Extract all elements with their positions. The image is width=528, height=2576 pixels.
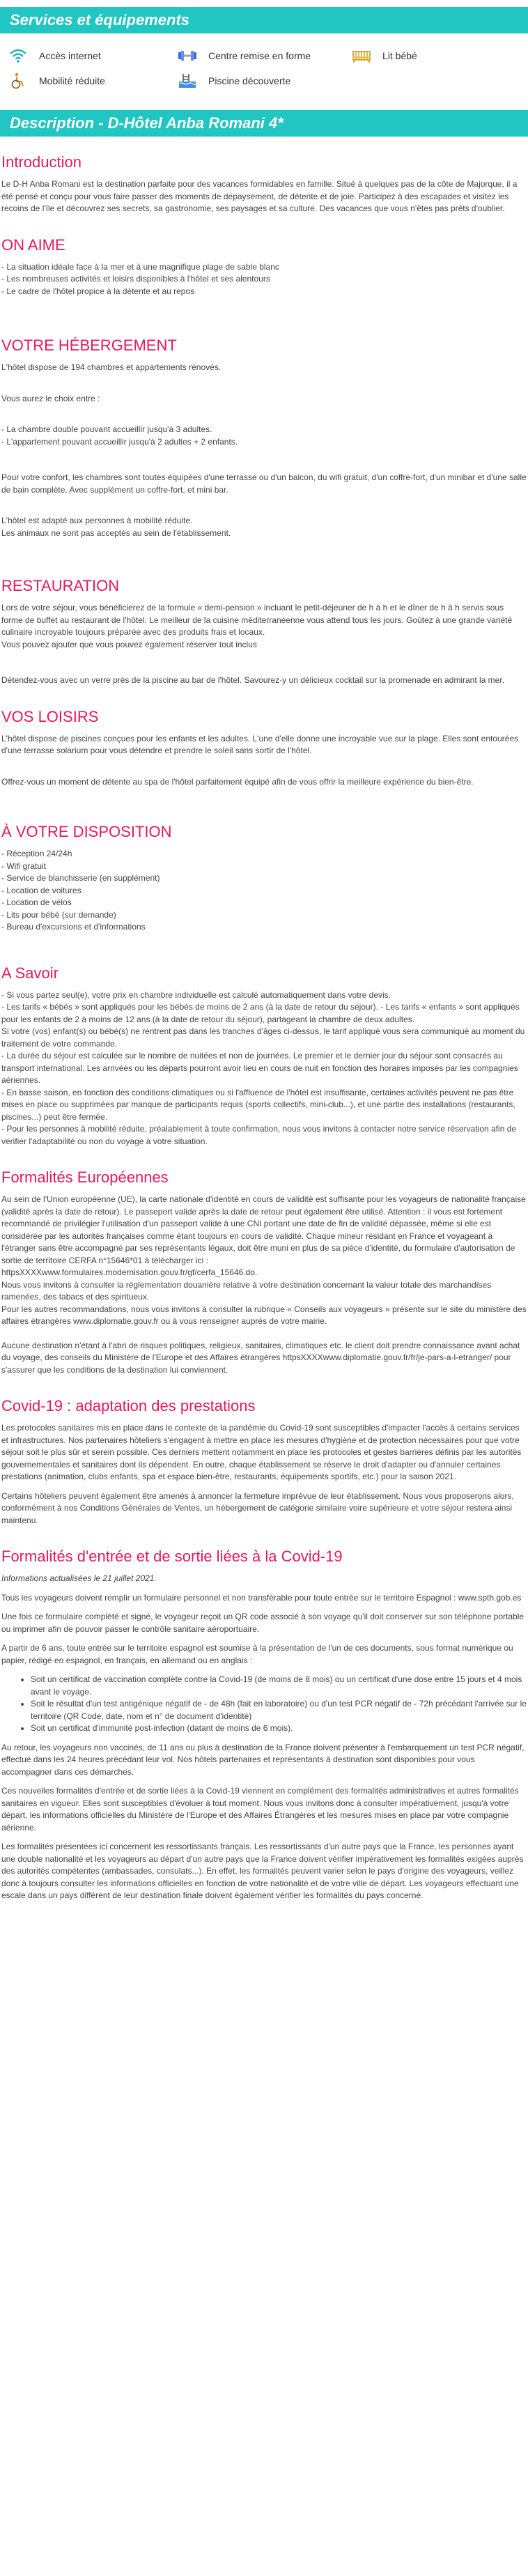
- services-banner: Services et équipements: [0, 7, 528, 33]
- section-title-loisirs: VOS LOISIRS: [1, 707, 99, 725]
- list-item: - Réception 24/24h: [1, 849, 72, 858]
- paragraph: A partir de 6 ans, toute entrée sur le territoire espagnol est soumise à la présentation de l'un de ces documents, sous format numérique ou papier, rédigé en espagnol, en français, en allemand ou en anglais :: [1, 1643, 513, 1665]
- paragraph: Le D-H Anba Romani est la destination parfaite pour des vacances formidables en famille. Situé à quelques pas de la côte de Majorque, il a été pensé et conçu pour vous faire passer des moments de dépaysement, de détente et de joie. Participez à des escapades et visitez les recoins de l'île et découvrez ses secrets, sa gastronomie, ses paysages et sa culture. Des vacances que vous n'êtes pas prêts d'oublier.: [1, 179, 518, 213]
- paragraph: L'hôtel dispose de 194 chambres et appartements rénovés.: [1, 362, 222, 372]
- list-item: Si votre (vos) enfant(s) ou bébé(s) ne rentrent pas dans les tranches d'âges ci-dessus, le tarif appliqué vous sera communiqué au moment du traitement de votre commande.: [1, 1026, 525, 1049]
- room-types: [1, 424, 527, 448]
- amenities-row: [0, 68, 528, 93]
- on-aime-list: [1, 261, 527, 298]
- amenity-label: Lit bébé: [382, 50, 417, 61]
- paragraph: Au sein de l'Union européenne (UE), la carte nationale d'identité en cours de validité est suffisante pour les voyageurs de nationalité française (validité après la date de retour). Le passeport valide après la date de retour peut également être utilisé. Attention : il vous est fortement recommandé de privilégier l'utilisation d'un passeport valide à une CNI portant une date de fin de validité dépassée, même si elle est considérée par les autorités françaises comme étant toujours en cours de validité. Chaque mineur résidant en France et voyageant à l'étranger sans être accompagné par ses représentants légaux, doit être muni en plus de sa pièce d'identité, du formulaire d'autorisation de sortie de territoire CERFA n°15646*01 à télécharger ici :: [1, 1194, 526, 1265]
- paragraph: Tous les voyageurs doivent remplir un formulaire personnel et non transférable pour toute entrée sur le territoire Espagnol : www.spth.gob.es: [1, 1592, 522, 1603]
- amenity-fitness: [178, 47, 352, 64]
- paragraph: L'hôtel dispose de piscines conçues pour les enfants et les adultes. L'une d'elle donne une incroyable vue sur la plage. Elles sont entourées d'une terrasse solarium pour vous détendre et prendre le soleil sans sortir de l'hôtel.: [1, 733, 519, 755]
- paragraph: Offrez-vous un moment de détente au spa de l'hôtel parfaitement équipé afin de vous offrir la meilleure expérience du bien-être.: [1, 776, 474, 787]
- list-item: • Soit le résultat d'un test antigénique négatif de - de 48h (fait en laboratoire) ou d'un test PCR négatif de - 72h précédant l'arrivée sur le territoire (QR Code, date, nom et n° de document d'identité): [31, 1698, 527, 1722]
- paragraph: Lors de votre séjour, vous bénéficierez de la formule « demi-pension » incluant le petit-déjeuner de h à h et le dîner de h à h servis sous forme de buffet au restaurant de l'hôtel. Le meilleur de la cuisine méditerranéenne vous attend tous les jours. Goûtez à une grande variété culinaire incroyable toujours préparée avec des produits frais et locaux.: [1, 603, 513, 637]
- list-item: - L'appartement pouvant accueillir jusqu'à 2 adultes + 2 enfants.: [1, 436, 238, 447]
- paragraph: Pour les autres recommandations, nous vous invitons à consulter la rubrique « Conseils aux voyageurs » présente sur le site du ministère des affaires étrangères www.diplomatie.gouv.fr ou à vous renseigner auprès de votre mairie.: [1, 1304, 527, 1326]
- list-item: - Location de vélos: [1, 897, 72, 907]
- covid-documents-list: [1, 1674, 527, 1735]
- formalites-eu-text: [1, 1194, 527, 1328]
- list-item: - Bureau d'excursions et d'informations: [1, 922, 146, 932]
- update-date: Informations actualisées le 21 juillet 2021.: [1, 1573, 157, 1583]
- amenities-list: [0, 33, 528, 100]
- amenity-label: Mobilité réduite: [39, 75, 105, 86]
- list-item: - Lits pour bébé (sur demande): [1, 909, 116, 920]
- hotel-notes: [1, 515, 527, 539]
- list-item: - Pour les personnes à mobilité réduite, préalablement à toute confirmation, nous vous invitons à contacter notre service réservation afin de vérifier l'adaptabilité ou non du voyage à votre situation.: [1, 1124, 517, 1146]
- link-text[interactable]: httpsXXXXwww.formulaires.modernisation.gouv.fr/gf/cerfa_15646.do.: [1, 1267, 258, 1277]
- list-item: - La situation idéale face à la mer et à une magnifique plage de sable blanc: [1, 261, 279, 272]
- wheelchair-icon: [8, 72, 28, 89]
- list-item: - Location de voitures: [1, 885, 81, 895]
- list-item: - Les tarifs « bébés » sont appliqués pour les bébés de moins de 2 ans (à la date de retour du séjour). - Les tarifs « enfants » sont appliqués pour les enfants de 2 à moins de 12 ans (à la date de retour du séjour), partageant la chambre de deux adultes.: [1, 1002, 520, 1024]
- paragraph: Nous vous invitons à consulter la réglementation douanière relative à votre destination concernant la valeur totale des marchandises ramenées, des tabacs et des spiritueux.: [1, 1279, 492, 1302]
- list-item: - Les nombreuses activités et loisirs disponibles à l'hôtel et ses alentours: [1, 274, 270, 284]
- disposition-list: [1, 848, 527, 934]
- wifi-icon: [8, 47, 28, 64]
- paragraph: Les formalités présentées ici concernent les ressortissants français. Les ressortissants d'un autre pays que la France, les personnes ayant une double nationalité et les voyageurs au départ d'un autre pays que la France doivent vérifier impérativement les formalités exigées auprès des autorités compétentes (ambassades, consulats...). En effet, les formalités peuvent varier selon le pays d'origine des voyageurs, veillez donc à toujours consulter les informations officielles en fonction de votre nationalité et de votre ville de départ. Les voyageurs effectuant une escale dans un pays différent de leur destination finale doivent également vérifier les formalités du pays concerné.: [1, 1842, 524, 1900]
- list-item: • Soit un certificat d'immunité post-infection (datant de moins de 6 mois).: [31, 1722, 527, 1735]
- section-title-restauration: RESTAURATION: [1, 577, 120, 594]
- paragraph: Certains hôteliers peuvent également être amenés à annoncer la fermeture imprévue de leur établissement. Nous vous proposerons alors, conformément à nos Conditions Générales de Ventes, un hébergement de catégorie similaire voire supérieure et votre séjour restera ainsi maintenu.: [1, 1490, 514, 1525]
- list-item: Les animaux ne sont pas acceptés au sein de l'établissement.: [1, 527, 231, 538]
- paragraph: Détendez-vous avec un verre près de la piscine au bar de l'hôtel. Savourez-y un délicieux cocktail sur la promenade en admirant la mer.: [1, 675, 505, 685]
- list-item: - En basse saison, en fonction des conditions climatiques ou si l'affluence de l'hôtel est insuffisante, certaines activités peuvent ne pas être mises en place ou supprimées par manque de participants requis (sports collectifs, mini-club...), et une partie des installations (restaurants, piscines...) peut être fermée.: [1, 1087, 515, 1122]
- list-item: - Service de blanchisserie (en supplément): [1, 873, 160, 883]
- list-item: - La chambre double pouvant accueillir jusqu'à 3 adultes.: [1, 424, 212, 434]
- section-title-covid-formalites: Formalités d'entrée et de sortie liées à la Covid-19: [1, 1548, 343, 1565]
- section-title-on-aime: ON AIME: [1, 236, 65, 254]
- amenity-label: Piscine découverte: [208, 75, 291, 86]
- paragraph: Au retour, les voyageurs non vaccinés, de 11 ans ou plus à destination de la France doivent présenter à l'embarquement un test PCR négatif, effectué dans les 24 heures précédant leur vol. Nos hôtels partenaires et représentants à destination sont disponibles pour vous accompagner dans ces démarches.: [1, 1742, 525, 1777]
- section-title-covid-prestations: Covid-19 : adaptation des prestations: [1, 1397, 256, 1414]
- paragraph: Pour votre confort, les chambres sont toutes équipées d'une terrasse ou d'un balcon, du wifi gratuit, d'un coffre-fort, d'un minibar et d'une salle de bain complète. Avec supplément un coffre-fort, et mini bar.: [1, 472, 527, 495]
- amenity-accessibility: [0, 72, 178, 89]
- restauration-text: [1, 602, 527, 651]
- list-item: - Le cadre de l'hôtel propice à la détente et au repos: [1, 286, 195, 296]
- amenity-internet: [0, 47, 178, 64]
- section-title-introduction: Introduction: [1, 153, 81, 171]
- paragraph: Ces nouvelles formalités d'entrée et de sortie liées à la Covid-19 viennent en complément des formalités administratives et autres formalités sanitaires en vigueur. Elles sont susceptibles d'évoluer à tout moment. Nous vous invitons donc à consulter impérativement, jusqu'à votre départ, les informations officielles du Ministère de l'Europe et des Affaires Étrangères et les mesures mises en place par votre compagnie aérienne.: [1, 1786, 519, 1833]
- section-title-savoir: A Savoir: [1, 964, 59, 982]
- savoir-list: [1, 989, 527, 1148]
- list-item: L'hôtel est adapté aux personnes à mobilité réduite.: [1, 516, 193, 525]
- pool-icon: [178, 72, 197, 89]
- amenity-label: Centre remise en forme: [208, 50, 311, 61]
- amenity-crib: [352, 47, 519, 64]
- amenity-label: Accès internet: [39, 50, 101, 61]
- section-title-hebergement: VOTRE HÉBERGEMENT: [1, 337, 177, 354]
- paragraph: Vous pouvez ajouter que vous pouvez également réserver tout inclus: [1, 639, 257, 649]
- crib-icon: [352, 47, 371, 64]
- list-item: - Wifi gratuit: [1, 861, 47, 871]
- amenities-row: [0, 43, 528, 68]
- list-item: • Soit un certificat de vaccination complète contre la Covid-19 (de moins de 8 mois) ou un certificat d'une dose entre 15 jours et 4 mois avant le voyage.: [31, 1674, 527, 1698]
- amenity-pool: [178, 72, 352, 89]
- list-item: - Si vous partez seul(e), votre prix en chambre individuelle est calculé automatiquement dans votre devis.: [1, 989, 391, 1000]
- description-content: [0, 153, 528, 1902]
- dumbbell-icon: [178, 47, 197, 64]
- paragraph: Vous aurez le choix entre :: [1, 393, 100, 403]
- paragraph: Aucune destination n'étant à l'abri de risques politiques, religieux, sanitaires, climatiques etc. le client doit prendre connaissance avant achat du voyage, des conseils du Ministère de l'Europe et des Affaires étrangères httpsXXXXwww.diplomatie.gouv.fr/fr/je-pars-a-l-etranger/ pour s'assurer que les conditions de la destination lui conviennent.: [1, 1340, 520, 1375]
- section-title-disposition: À VOTRE DISPOSITION: [1, 823, 172, 840]
- section-title-formalites-europeennes: Formalités Européennes: [1, 1169, 169, 1186]
- list-item: - La durée du séjour est calculée sur le nombre de nuitées et non de journées. Le premier et le dernier jour du séjour sont consacrés au transport international. Les arrivées ou les départs pourront avoir lieu en cours de nuit en fonction des horaires imposés par les compagnies aériennes.: [1, 1051, 518, 1085]
- paragraph: Une fois ce formulaire complété et signé, le voyageur reçoit un QR code associé à son voyage qu'il doit conserver sur son téléphone portable ou imprimer afin de pouvoir passer le contrôle sanitaire aéroportuaire.: [1, 1612, 525, 1634]
- description-banner: Description - D-Hôtel Anba Romani 4*: [0, 110, 528, 137]
- paragraph: Les protocoles sanitaires mis en place dans le contexte de la pandémie du Covid-19 sont susceptibles d'impacter l'accès à certains services et infrastructures. Nos partenaires hôteliers s'engagent à mettre en place les mesures d'hygiène et de protection nécessaires pour que votre séjour soit le plus sûr et serein possible. Ces derniers mettent notamment en place les protocoles et gestes barrières définis par les autorités gouvernementales et sanitaires dont ils dépendent. En outre, chaque établissement se réserve le droit d'adapter ou d'annuler certaines prestations (animation, clubs enfants, spa et espace bien-être, restaurants, équipements sportifs, etc.) pour la saison 2021.: [1, 1423, 522, 1481]
